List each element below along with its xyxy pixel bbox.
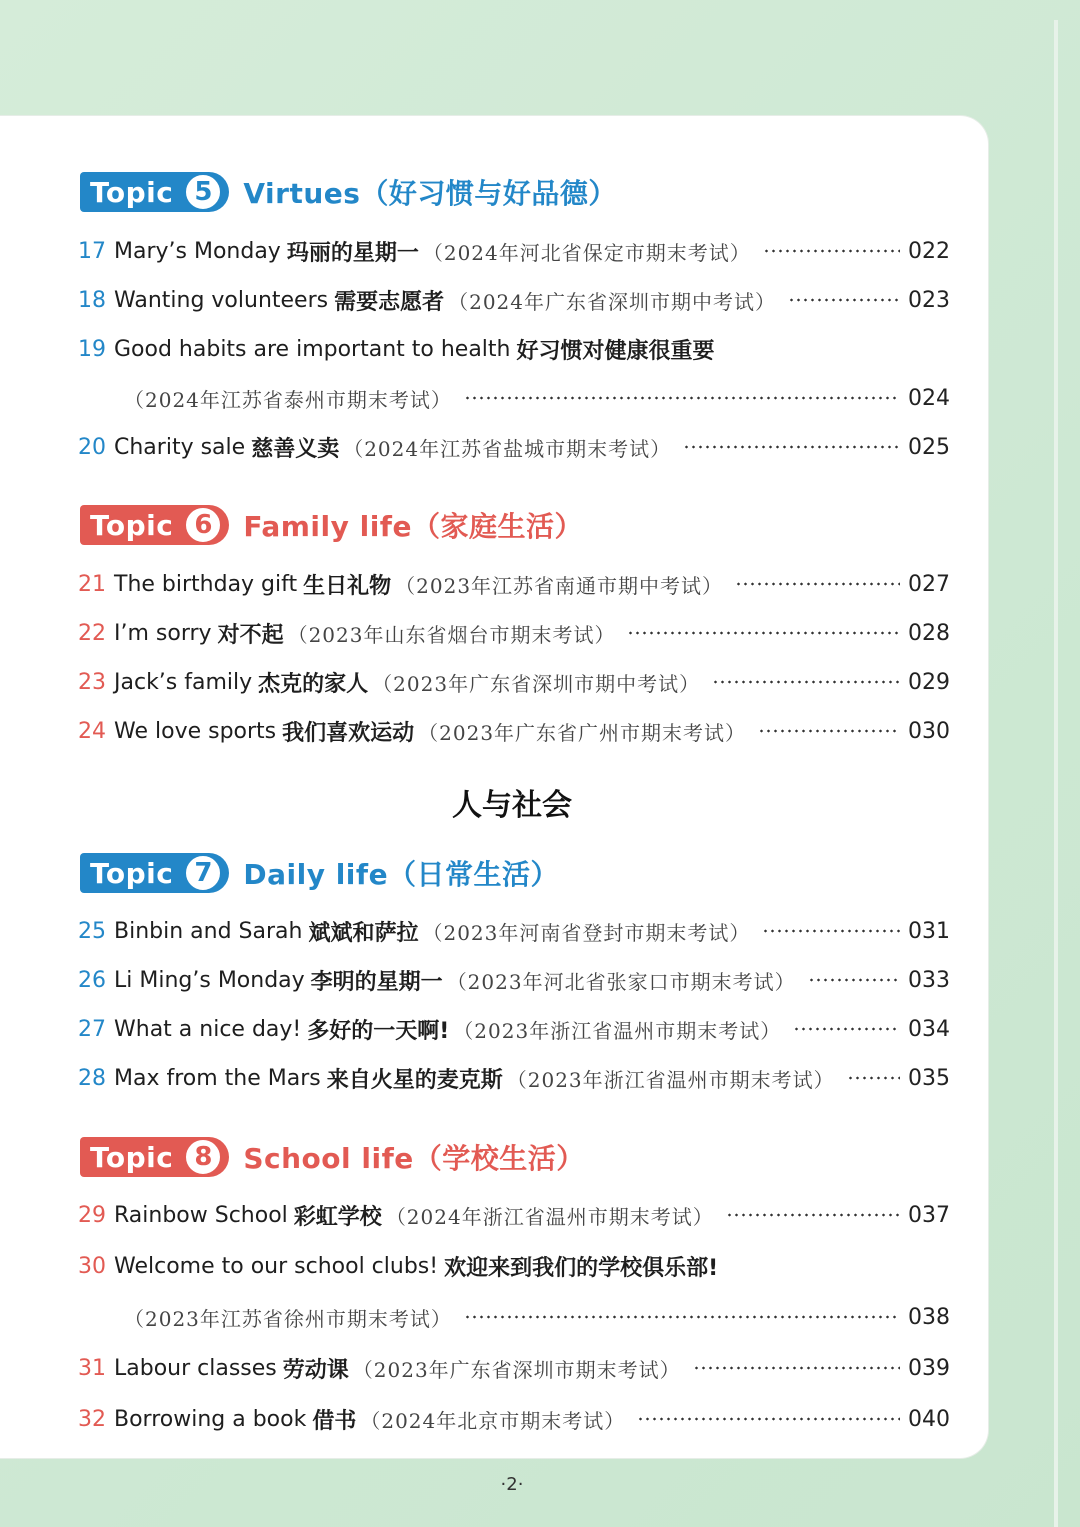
dot-leader (683, 445, 900, 449)
toc-entry-30-source[interactable] (120, 1300, 948, 1334)
entry-source: （2023年广东省深圳市期末考试） (352, 1357, 681, 1382)
topic-title: Family life（家庭生活） (243, 510, 583, 543)
dot-leader (464, 396, 900, 400)
entry-title-zh: 李明的星期一 (310, 969, 443, 995)
entry-source: （2023年浙江省温州市期末考试） (453, 1018, 782, 1043)
entry-source: （2024年浙江省温州市期末考试） (385, 1204, 714, 1229)
entry-number: 29 (78, 1202, 106, 1228)
toc-entry-30[interactable] (78, 1249, 948, 1283)
entry-title-en: What a nice day! (114, 1016, 302, 1042)
entry-number: 26 (78, 967, 106, 993)
entry-source: （2023年广东省广州市期末考试） (418, 720, 747, 745)
entry-number: 27 (78, 1016, 106, 1042)
dot-leader (637, 1417, 900, 1421)
topic-badge (80, 172, 229, 212)
toc-entry-19-source[interactable] (120, 381, 948, 415)
dot-leader (762, 929, 900, 933)
entry-page: 038 (908, 1304, 950, 1330)
toc-entry-29[interactable] (78, 1198, 948, 1232)
toc-entry-26[interactable] (78, 963, 948, 997)
entry-title-zh: 劳动课 (282, 1357, 349, 1383)
entry-title-zh: 慈善义卖 (251, 436, 340, 462)
entry-title-en: I’m sorry (114, 620, 212, 646)
entry-page: 024 (908, 385, 950, 411)
dot-leader (726, 1213, 900, 1217)
entry-source: （2023年江苏省徐州市期末考试） (124, 1306, 452, 1331)
entry-page: 029 (908, 669, 950, 695)
entry-number: 30 (78, 1253, 106, 1279)
entry-source: （2023年河北省张家口市期末考试） (446, 969, 796, 994)
entry-page: 031 (908, 918, 950, 944)
entry-title-en: Mary’s Monday (114, 238, 281, 264)
entry-number: 18 (78, 287, 106, 313)
dot-leader (847, 1076, 900, 1080)
entry-title-en: Charity sale (114, 434, 246, 460)
entry-number: 23 (78, 669, 106, 695)
entry-number: 32 (78, 1406, 106, 1432)
entry-title-zh: 需要志愿者 (334, 289, 445, 315)
dot-leader (788, 298, 900, 302)
topic-badge (80, 853, 229, 893)
toc-entry-31[interactable] (78, 1351, 948, 1385)
topic-8-header (80, 1135, 585, 1179)
entry-number: 25 (78, 918, 106, 944)
entry-source: （2023年广东省深圳市期中考试） (372, 671, 701, 696)
entry-source: （2023年河南省登封市期末考试） (422, 920, 751, 945)
topic-number: 8 (183, 1137, 223, 1177)
entry-source: （2024年广东省深圳市期中考试） (448, 289, 777, 314)
entry-title-en: Good habits are important to health (114, 336, 511, 362)
topic-title: Virtues（好习惯与好品德） (243, 177, 617, 210)
topic-7-header (80, 851, 559, 895)
page-edge (1054, 20, 1058, 1527)
topic-badge (80, 1137, 229, 1177)
entry-title-zh: 好习惯对健康很重要 (516, 338, 715, 364)
entry-page: 034 (908, 1016, 950, 1042)
entry-number: 21 (78, 571, 106, 597)
dot-leader (793, 1027, 900, 1031)
toc-entry-19[interactable] (78, 332, 948, 366)
dot-leader (712, 680, 900, 684)
section-title: 人与社会 (452, 788, 572, 823)
entry-title-en: Jack’s family (114, 669, 253, 695)
entry-title-en: We love sports (114, 718, 277, 744)
topic-5-header (80, 170, 617, 214)
entry-title-en: Binbin and Sarah (114, 918, 303, 944)
entry-title-zh: 来自火星的麦克斯 (326, 1067, 503, 1093)
topic-6-header (80, 503, 583, 547)
entry-page: 022 (908, 238, 950, 264)
entry-title-en: The birthday gift (114, 571, 298, 597)
entry-page: 027 (908, 571, 950, 597)
entry-page: 025 (908, 434, 950, 460)
entry-title-zh: 多好的一天啊! (307, 1018, 450, 1044)
entry-page: 028 (908, 620, 950, 646)
entry-source: （2023年江苏省南通市期中考试） (395, 573, 724, 598)
entry-page: 035 (908, 1065, 950, 1091)
dot-leader (808, 978, 900, 982)
dot-leader (735, 582, 900, 586)
entry-title-zh: 斌斌和萨拉 (308, 920, 419, 946)
entry-title-zh: 彩虹学校 (293, 1204, 382, 1230)
entry-page: 040 (908, 1406, 950, 1432)
topic-title: School life（学校生活） (243, 1142, 585, 1175)
topic-label: Topic (90, 175, 174, 209)
entry-title-zh: 我们喜欢运动 (282, 720, 415, 746)
topic-number: 6 (183, 505, 223, 545)
entry-source: （2023年山东省烟台市期末考试） (287, 622, 616, 647)
dot-leader (693, 1366, 900, 1370)
entry-page: 037 (908, 1202, 950, 1228)
dot-leader (627, 631, 900, 635)
entry-number: 31 (78, 1355, 106, 1381)
entry-title-en: Labour classes (114, 1355, 277, 1381)
entry-title-zh: 欢迎来到我们的学校俱乐部! (444, 1255, 719, 1281)
entry-title-zh: 借书 (312, 1408, 357, 1434)
toc-entry-17[interactable] (78, 234, 948, 268)
toc-entry-23[interactable] (78, 665, 948, 699)
topic-number: 5 (183, 172, 223, 212)
entry-title-zh: 生日礼物 (303, 573, 392, 599)
entry-source: （2024年河北省保定市期末考试） (422, 240, 751, 265)
topic-number: 7 (183, 853, 223, 893)
toc-entry-24[interactable] (78, 714, 948, 748)
entry-title-en: Welcome to our school clubs! (114, 1253, 439, 1279)
topic-label: Topic (90, 508, 174, 542)
entry-number: 24 (78, 718, 106, 744)
entry-source: （2024年江苏省盐城市期末考试） (343, 436, 672, 461)
toc-entry-20[interactable] (78, 430, 948, 464)
entry-number: 20 (78, 434, 106, 460)
entry-title-zh: 对不起 (217, 622, 284, 648)
entry-source: （2024年江苏省泰州市期末考试） (124, 387, 452, 412)
topic-badge (80, 505, 229, 545)
toc-entry-32[interactable] (78, 1402, 948, 1436)
dot-leader (763, 249, 900, 253)
entry-page: 033 (908, 967, 950, 993)
entry-number: 22 (78, 620, 106, 646)
entry-number: 28 (78, 1065, 106, 1091)
entry-title-en: Borrowing a book (114, 1406, 307, 1432)
page-number: ·2· (500, 1474, 524, 1495)
entry-page: 023 (908, 287, 950, 313)
entry-title-en: Max from the Mars (114, 1065, 321, 1091)
toc-entry-18[interactable] (78, 283, 948, 317)
entry-source: （2023年浙江省温州市期末考试） (506, 1067, 835, 1092)
entry-title-en: Wanting volunteers (114, 287, 329, 313)
entry-title-en: Li Ming’s Monday (114, 967, 305, 993)
toc-entry-25[interactable] (78, 914, 948, 948)
dot-leader (464, 1315, 900, 1319)
entry-number: 17 (78, 238, 106, 264)
entry-number: 19 (78, 336, 106, 362)
topic-label: Topic (90, 856, 174, 890)
entry-page: 030 (908, 718, 950, 744)
dot-leader (758, 729, 900, 733)
toc-entry-28[interactable] (78, 1061, 948, 1095)
entry-title-zh: 杰克的家人 (258, 671, 369, 697)
toc-entry-22[interactable] (78, 616, 948, 650)
toc-entry-21[interactable] (78, 567, 948, 601)
entry-source: （2024年北京市期末考试） (360, 1408, 626, 1433)
topic-title: Daily life（日常生活） (243, 858, 560, 891)
entry-title-zh: 玛丽的星期一 (286, 240, 419, 266)
topic-label: Topic (90, 1140, 174, 1174)
toc-entry-27[interactable] (78, 1012, 948, 1046)
entry-title-en: Rainbow School (114, 1202, 288, 1228)
entry-page: 039 (908, 1355, 950, 1381)
